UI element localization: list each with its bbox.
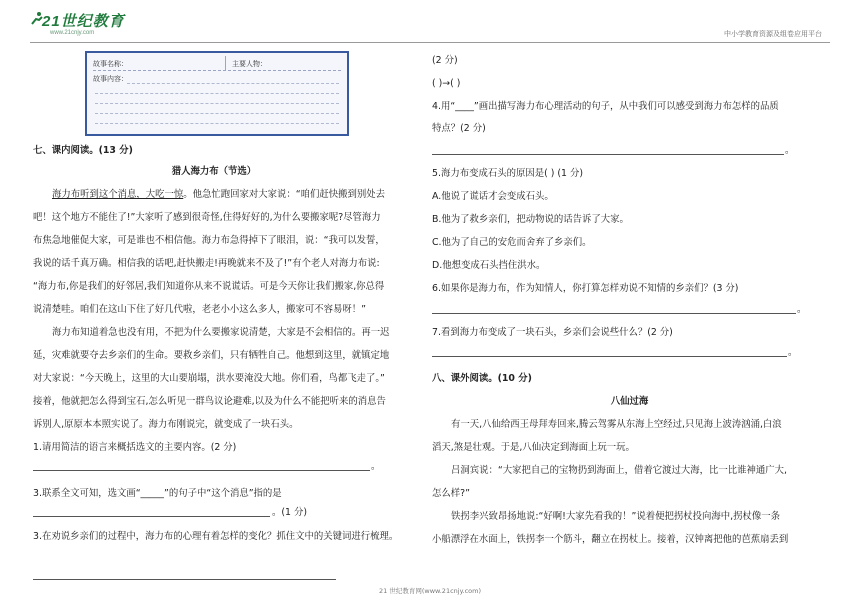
option-a[interactable]: A.他说了谎话才会变成石头。 [432, 191, 554, 202]
main-person-label: 主要人物： [232, 60, 267, 68]
passage-line: 延，灾难就要夺去乡亲们的生命。要救乡亲们，只有牺牲自己。他想到这里，就镇定地 [33, 350, 390, 361]
passage-title: 猎人海力布（节选） [171, 166, 257, 177]
answer-line[interactable] [33, 470, 370, 471]
passage-line: 我说的话千真万确。相信我的话吧,赶快搬走!再晚就来不及了!”有个老人对海力布说: [33, 258, 380, 269]
writing-line [95, 93, 339, 94]
answer-line[interactable] [33, 516, 270, 517]
question-3a: 3.联系全文可知，选文画“_____”的句子中“这个消息”指的是 [33, 488, 282, 499]
answer-line[interactable] [33, 579, 336, 580]
question-5: 5.海力布变成石头的原因是( ) (1 分) [432, 168, 583, 179]
question-3b: 3.在劝说乡亲们的过程中，海力布的心理有着怎样的变化？抓住文中的关键词进行梳理。 [33, 531, 399, 542]
question-4-cont: 特点？(2 分) [432, 123, 486, 134]
story-content-label: 故事内容： [93, 75, 128, 83]
answer-line[interactable] [432, 313, 796, 314]
option-d[interactable]: D.他想变成石头挡住洪水。 [432, 260, 546, 271]
passage-2-line: 有一天,八仙给西王母拜寿回来,腾云驾雾从东海上空经过,只见海上波涛汹涌,白浪 [451, 419, 782, 430]
passage-line: 海力布知道着急也没有用，不把为什么要搬家说清楚，大家是不会相信的。再一迟 [52, 327, 390, 338]
answer-period: 。 [797, 304, 807, 315]
story-name-label: 故事名称： [93, 60, 128, 68]
card-rule [93, 70, 341, 71]
writing-line [127, 83, 339, 84]
section-8-heading: 八、课外阅读。(10 分) [432, 373, 532, 384]
passage-2-line: 滔天,煞是壮观。于是,八仙决定到海面上玩一玩。 [432, 442, 635, 453]
passage-2-line: 铁拐李兴致昂扬地说:“好啊!大家先看我的！”说着便把拐杖投向海中,拐杖像一条 [451, 511, 780, 522]
logo-text: 21世纪教育 [42, 13, 125, 30]
passage-line: 接着，他就把怎么得到宝石,怎么听见一群鸟议论避难,以及为什么不能把听来的消息告 [33, 396, 386, 407]
story-card [85, 51, 349, 136]
passage-line [52, 188, 385, 201]
answer-period: 。 [788, 347, 798, 358]
question-7: 7.看到海力布变成了一块石头，乡亲们会说些什么？(2 分) [432, 327, 673, 338]
answer-period: 。 [371, 461, 381, 472]
logo-url: www.21cnjy.com [50, 30, 95, 36]
section-7-heading: 七、课内阅读。(13 分) [33, 145, 133, 156]
passage-line: 布焦急地催促大家，可是谁也不相信他。海力布急得掉下了眼泪，说：“我可以发誓， [33, 235, 385, 246]
writing-line [95, 103, 339, 104]
arrow-answer-blanks[interactable]: ( )→( ) [432, 78, 461, 89]
header-divider [30, 42, 830, 43]
answer-line[interactable] [432, 356, 787, 357]
score-label: (2 分) [432, 55, 458, 66]
answer-period: 。 [785, 145, 795, 156]
passage-line: 对大家说：“今天晚上，这里的大山要崩塌，洪水要淹没大地。你们看，鸟都飞走了。” [33, 373, 385, 384]
writing-line [95, 123, 339, 124]
passage-line: 说清楚哇。咱们在这山下住了好几代啦，老老小小这么多人，搬家可不容易呀！” [33, 304, 366, 315]
answer-line[interactable] [432, 154, 784, 155]
option-b[interactable]: B.他为了救乡亲们，把动物说的话告诉了大家。 [432, 214, 629, 225]
passage-line: 诉别人,原原本本照实说了。海力布刚说完，就变成了一块石头。 [33, 419, 299, 430]
passage-2-line: 吕洞宾说：“大家把自己的宝物扔到海面上，借着它渡过大海，比一比谁神通广大, [451, 465, 787, 476]
card-divider [225, 56, 226, 70]
site-logo [30, 10, 130, 46]
option-c[interactable]: C.他为了自己的安危而舍弃了乡亲们。 [432, 237, 592, 248]
platform-name: 中小学教育资源及组卷应用平台 [724, 30, 822, 38]
writing-line [95, 113, 339, 114]
passage-2-title: 八仙过海 [610, 396, 649, 407]
passage-text: 。他急忙跑回家对大家说：“咱们赶快搬到别处去 [183, 189, 385, 200]
question-1: 1.请用简洁的语言来概括选文的主要内容。(2 分) [33, 442, 237, 453]
passage-line: 吧！这个地方不能住了!”大家听了感到很奇怪,住得好好的,为什么要搬家呢?尽管海力 [33, 212, 381, 223]
passage-2-line: 怎么样?” [432, 488, 470, 499]
question-6: 6.如果你是海力布，作为知情人，你打算怎样劝说不知情的乡亲们？(3 分) [432, 283, 739, 294]
passage-2-line: 小船漂浮在水面上，铁拐李一个筋斗，翻立在拐杖上。接着，汉钟离把他的芭蕉扇丢到 [432, 534, 789, 545]
question-3a-score: 。(1 分) [272, 507, 308, 518]
underlined-sentence: 海力布听到这个消息，大吃一惊 [52, 189, 184, 200]
passage-line: “海力布,你是我们的好邻居,我们知道你从来不说谎话。可是今天你让我们搬家,你总得 [33, 281, 385, 292]
page-footer: 21 世纪教育网(www.21cnjy.com) [379, 587, 481, 595]
question-4: 4.用“____”画出描写海力布心理活动的句子，从中我们可以感受到海力布怎样的品质 [432, 101, 779, 112]
